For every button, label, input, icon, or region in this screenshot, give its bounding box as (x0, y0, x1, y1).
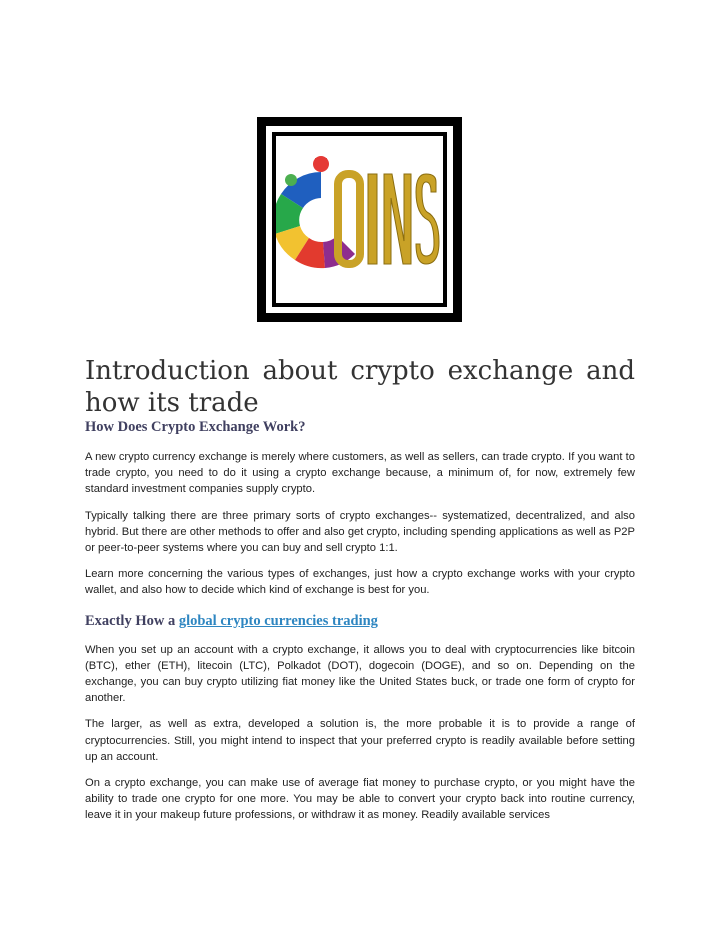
section-heading (85, 613, 635, 630)
paragraph: A new crypto currency exchange is merely where customers, as well as sellers, can trade crypto. If you want to trade crypto, you need to do it using a crypto exchange because, a minimum of, for now, extremely few standard investment companies supply crypto. (85, 451, 635, 496)
section-heading-prefix: Exactly How a (85, 612, 176, 629)
article-subtitle: How Does Crypto Exchange Work? (85, 419, 306, 435)
paragraph: Typically talking there are three primary sorts of crypto exchanges-- systematized, decentralized, and also hybrid. But there are other methods to offer and also get crypto, including spending applications as well as P2P or peer-to-peer systems where you can buy and sell crypto 1:1. (85, 509, 635, 555)
coins-logo-frame (257, 117, 462, 322)
paragraph: When you set up an account with a crypto exchange, it allows you to deal with cryptocurrencies like bitcoin (BTC), ether (ETH), litecoin (LTC), Polkadot (DOT), dogecoin (DOGE), and so on. Depending on the exchange, you can buy crypto utilizing fiat money like the United States buck, or trade one form of crypto for another. (85, 643, 635, 705)
article-title: Introduction about crypto exchange and how its trade (85, 356, 635, 418)
global-crypto-trading-link[interactable]: global crypto currencies trading (178, 612, 378, 629)
paragraph: Learn more concerning the various types of exchanges, just how a crypto exchange works with your crypto wallet, and also how to decide which kind of exchange is best for you. (85, 568, 635, 597)
article (85, 355, 635, 834)
paragraph: On a crypto exchange, you can make use of average fiat money to purchase crypto, or you might have the ability to trade one crypto for one more. You may be able to convert your crypto back into routine currency, leave it in your makeup future professions, or withdraw it as money. Readily available services (85, 777, 635, 822)
coins-logo-icon (276, 136, 443, 303)
paragraph: The larger, as well as extra, developed a solution is, the more probable it is to provide a range of cryptocurrencies. Still, you might intend to inspect that your preferred crypto is readily available before setting up an account. (85, 718, 635, 763)
